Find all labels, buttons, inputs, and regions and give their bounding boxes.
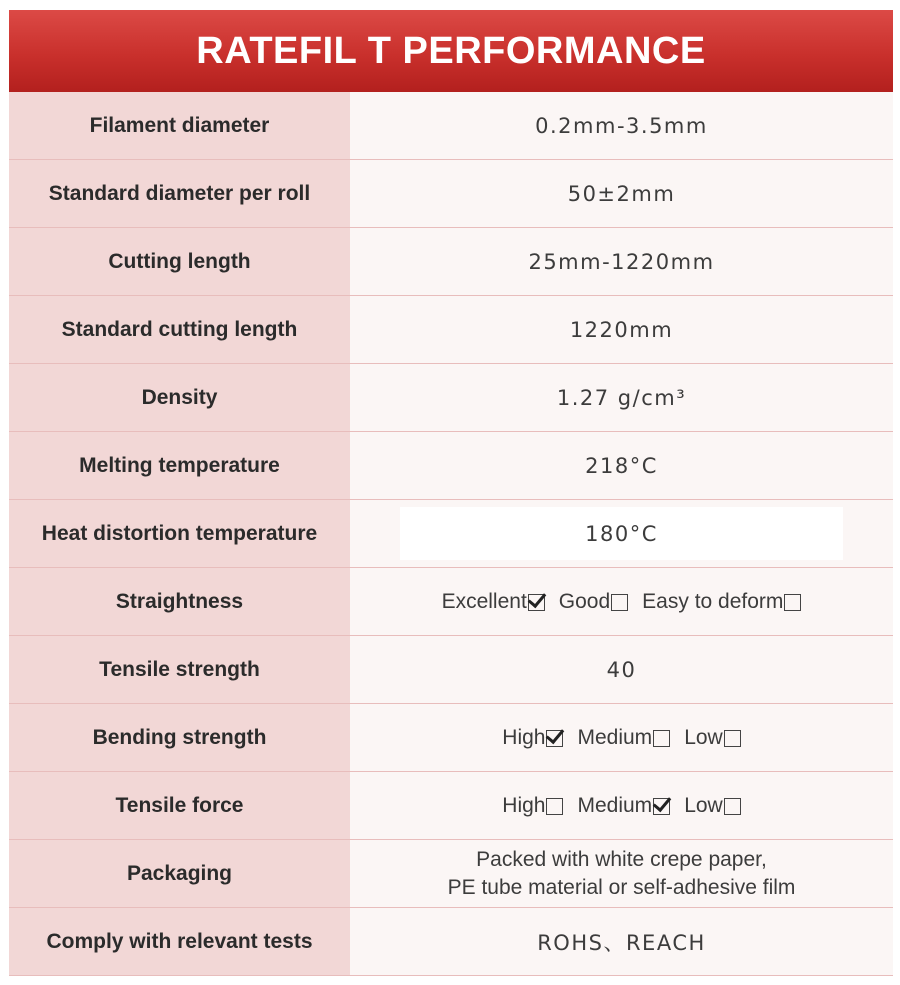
table-title: RATEFIL T PERFORMANCE [196, 29, 706, 72]
row-label: Density [9, 364, 350, 431]
row-label: Bending strength [9, 704, 350, 771]
table-row [9, 568, 893, 636]
row-value: 50±2mm [350, 160, 893, 227]
row-value: ROHS、REACH [350, 908, 893, 975]
table-row [9, 432, 893, 500]
row-value-multiline [350, 840, 893, 907]
option-high: High [502, 794, 563, 818]
table-row [9, 160, 893, 228]
row-options [350, 772, 893, 839]
performance-table [9, 10, 893, 976]
table-row [9, 704, 893, 772]
row-value: 25mm-1220mm [350, 228, 893, 295]
row-label: Straightness [9, 568, 350, 635]
table-row [9, 296, 893, 364]
row-label: Comply with relevant tests [9, 908, 350, 975]
option-low: Low [684, 726, 741, 750]
table-row [9, 92, 893, 160]
checkbox-checked-icon [653, 798, 670, 815]
row-label: Tensile force [9, 772, 350, 839]
table-row [9, 364, 893, 432]
table-row [9, 840, 893, 908]
checkbox-empty-icon [784, 594, 801, 611]
row-label: Standard cutting length [9, 296, 350, 363]
option-high: High [502, 726, 563, 750]
option-low: Low [684, 794, 741, 818]
checkbox-checked-icon [528, 594, 545, 611]
row-label: Tensile strength [9, 636, 350, 703]
row-label: Packaging [9, 840, 350, 907]
checkbox-empty-icon [611, 594, 628, 611]
table-row [9, 636, 893, 704]
table-row [9, 228, 893, 296]
checkbox-empty-icon [724, 730, 741, 747]
packaging-line-1: Packed with white crepe paper, [476, 847, 767, 871]
row-value: 218°C [350, 432, 893, 499]
row-label: Standard diameter per roll [9, 160, 350, 227]
row-label: Filament diameter [9, 92, 350, 159]
table-header [9, 10, 893, 92]
table-body [9, 92, 893, 976]
option-easy-to-deform: Easy to deform [642, 590, 801, 614]
row-value: 40 [350, 636, 893, 703]
checkbox-empty-icon [724, 798, 741, 815]
row-label: Heat distortion temperature [9, 500, 350, 567]
row-label: Melting temperature [9, 432, 350, 499]
table-row [9, 908, 893, 976]
checkbox-empty-icon [653, 730, 670, 747]
packaging-line-2: PE tube material or self-adhesive film [447, 875, 796, 899]
checkbox-checked-icon [546, 730, 563, 747]
table-row [9, 772, 893, 840]
row-options [350, 704, 893, 771]
option-medium: Medium [577, 794, 670, 818]
row-value: 1220mm [350, 296, 893, 363]
row-value: 0.2mm-3.5mm [350, 92, 893, 159]
option-excellent: Excellent [442, 590, 545, 614]
row-value-cell [350, 500, 893, 567]
row-options [350, 568, 893, 635]
checkbox-empty-icon [546, 798, 563, 815]
table-row [9, 500, 893, 568]
option-medium: Medium [577, 726, 670, 750]
row-value: 1.27 g/cm³ [350, 364, 893, 431]
option-good: Good [559, 590, 628, 614]
row-value: 180°C [585, 521, 658, 546]
row-label: Cutting length [9, 228, 350, 295]
